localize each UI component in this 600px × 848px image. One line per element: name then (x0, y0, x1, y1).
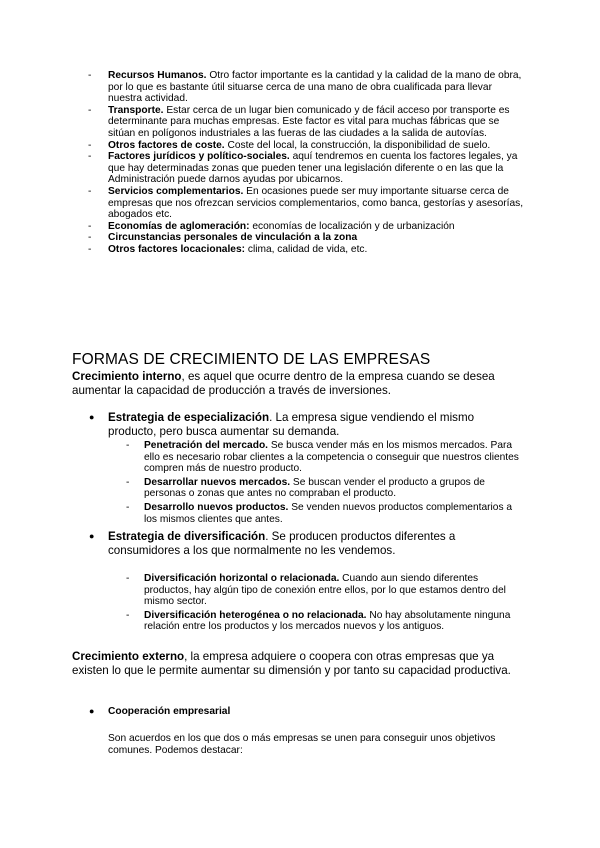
dash-marker: - (88, 243, 92, 255)
list-item (88, 140, 528, 152)
term: Estrategia de especialización (108, 411, 270, 424)
definition: . La empresa sigue vendiendo el mismo producto, pero busca aumentar su demanda. (108, 411, 475, 438)
definition: , la empresa adquiere o coopera con otras empresas que ya existen lo que le permite aumentar su dimensión y por tanto su capacidad productiva. (72, 650, 511, 677)
term: Crecimiento interno (72, 370, 182, 383)
specialization-bullet (89, 411, 524, 438)
dash-marker: - (126, 440, 130, 451)
item-text: economías de localización y de urbanización (249, 220, 455, 232)
cooperation-text: Son acuerdos en los que dos o más empresas se unen para conseguir unos objetivos comunes. Podemos destacar: (108, 733, 496, 756)
item-term: Diversificación horizontal o relacionada. (144, 573, 340, 584)
item-term: Recursos Humanos. (108, 70, 207, 81)
item-term: Circunstancias personales de vinculación a la zona (108, 232, 358, 244)
item-text: No hay absolutamente ninguna relación entre los productos y los mercados nuevos y los antiguos. (144, 609, 511, 633)
external-growth-paragraph (72, 650, 524, 677)
bullet-marker: ● (89, 531, 95, 541)
bullet-marker: ● (89, 706, 95, 716)
item-text: clima, calidad de vida, etc. (245, 243, 368, 255)
definition: . Se producen productos diferentes a consumidores a los que normalmente no les vendemos. (108, 530, 456, 557)
dash-marker: - (88, 151, 92, 163)
dash-marker: - (88, 185, 92, 197)
item-text: Coste del local, la construcción, la disponibilidad de suelo. (224, 139, 491, 151)
item-term: Otros factores de coste. (108, 139, 225, 151)
cooperation-bullet (89, 705, 524, 719)
item-term: Servicios complementarios. (108, 185, 244, 197)
list-item (88, 244, 528, 256)
list-item (126, 610, 526, 633)
term: Cooperación empresarial (108, 706, 231, 717)
section-heading: FORMAS DE CRECIMIENTO DE LAS EMPRESAS (72, 351, 431, 368)
item-term: Desarrollar nuevos mercados. (144, 476, 291, 488)
list-item (88, 221, 528, 233)
bullet-marker: ● (89, 412, 95, 422)
diversification-sublist (126, 573, 526, 633)
term: Estrategia de diversificación (108, 530, 266, 543)
internal-growth-paragraph (72, 370, 524, 397)
dash-marker: - (126, 501, 130, 513)
dash-marker: - (126, 573, 130, 584)
item-text: Cuando aun siendo diferentes productos, hay algún tipo de conexión entre ellos, por lo que estamos dentro del mismo sector. (144, 573, 506, 608)
item-text: Estar cerca de un lugar bien comunicado y de fácil acceso por transporte es determinante para muchas empresas. Este factor es vital para muchas fábricas que se sitúan en polígonos industriales a las fueras de las ciudades a la salida de autovías. (108, 104, 510, 139)
list-item (88, 151, 528, 186)
dash-marker: - (88, 70, 92, 81)
item-term: Factores jurídicos y político-sociales. (108, 151, 290, 163)
list-item (126, 502, 526, 525)
dash-marker: - (126, 609, 130, 621)
item-term: Diversificación heterogénea o no relacionada. (144, 609, 367, 621)
dash-marker: - (88, 232, 92, 244)
item-term: Penetración del mercado. (144, 440, 268, 451)
dash-marker: - (88, 220, 92, 232)
dash-marker: - (88, 139, 92, 151)
item-term: Desarrollo nuevos productos. (144, 501, 289, 513)
list-item (88, 105, 528, 140)
item-term: Economías de aglomeración: (108, 220, 250, 232)
item-text: Se busca vender más en los mismos mercados. Para ello es necesario robar clientes a la competencia o conseguir que nuestros clientes compren más de nuestro producto. (144, 440, 519, 475)
list-item (88, 186, 528, 221)
dash-marker: - (126, 476, 130, 488)
term: Crecimiento externo (72, 650, 185, 663)
list-item (88, 232, 528, 244)
location-factors-list (88, 70, 528, 256)
item-text: En ocasiones puede ser muy importante situarse cerca de empresas que nos ofrezcan servicios complementarios, como banca, gestorías y asesorías, abogados etc. (108, 185, 524, 221)
item-text: Otro factor importante es la cantidad y la calidad de la mano de obra, por lo que es bastante útil situarse cerca de una mano de obra cualificada para llevar nuestra actividad. (108, 70, 522, 105)
item-text: Se buscan vender el producto a grupos de personas o zonas que antes no compraban el producto. (144, 476, 485, 500)
item-text: Se venden nuevos productos complementarios a los mismos clientes que antes. (144, 501, 513, 525)
list-item (126, 477, 526, 500)
specialization-sublist (126, 440, 526, 525)
list-item (126, 573, 526, 608)
item-term: Transporte. (108, 104, 164, 116)
list-item (126, 440, 526, 475)
definition: , es aquel que ocurre dentro de la empresa cuando se desea aumentar la capacidad de producción a través de inversiones. (72, 370, 495, 397)
diversification-bullet (89, 530, 524, 557)
dash-marker: - (88, 104, 92, 116)
item-term: Otros factores locacionales: (108, 243, 246, 255)
item-text: aquí tendremos en cuenta los factores legales, ya que hay determinadas zonas que pueden tener una legislación diferente o en las que la Administración puede darnos ayudas por ubicarnos. (108, 151, 518, 186)
list-item (88, 70, 528, 105)
